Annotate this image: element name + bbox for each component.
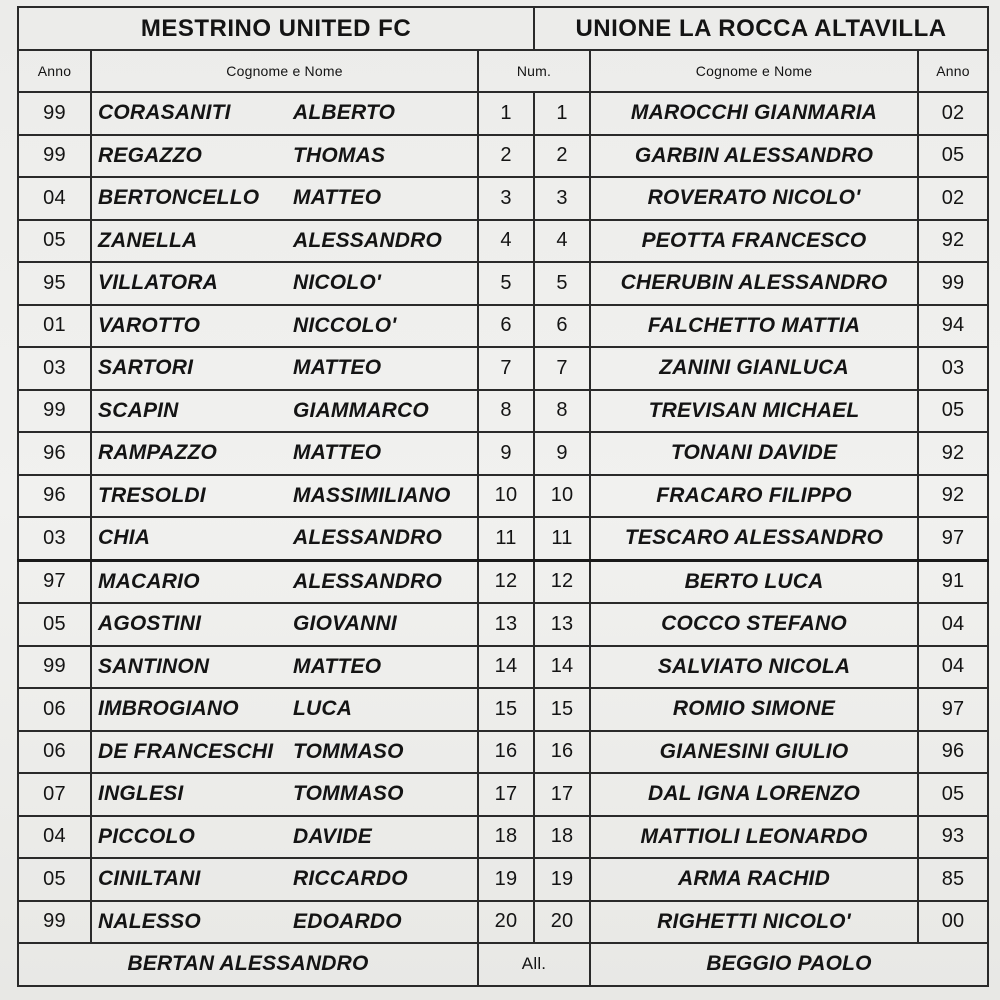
player-row	[18, 773, 988, 816]
home-player-number: 11	[478, 517, 534, 560]
home-player-number: 4	[478, 220, 534, 263]
away-player-year: 02	[918, 92, 988, 135]
home-player-firstname: EDOARDO	[285, 901, 478, 944]
away-player-name: PEOTTA FRANCESCO	[590, 220, 918, 263]
player-row	[18, 220, 988, 263]
home-player-firstname: ALESSANDRO	[285, 220, 478, 263]
home-player-number: 17	[478, 773, 534, 816]
home-player-firstname: ALESSANDRO	[285, 517, 478, 560]
away-year-header: Anno	[918, 50, 988, 92]
home-player-number: 15	[478, 688, 534, 731]
player-row	[18, 646, 988, 689]
home-player-number: 8	[478, 390, 534, 433]
away-player-number: 3	[534, 177, 590, 220]
home-player-firstname: GIOVANNI	[285, 603, 478, 646]
away-player-name: SALVIATO NICOLA	[590, 646, 918, 689]
home-player-surname: AGOSTINI	[91, 603, 285, 646]
away-player-name: FALCHETTO MATTIA	[590, 305, 918, 348]
home-player-number: 9	[478, 432, 534, 475]
away-player-year: 05	[918, 773, 988, 816]
home-player-firstname: NICCOLO'	[285, 305, 478, 348]
away-player-year: 92	[918, 220, 988, 263]
home-player-number: 10	[478, 475, 534, 518]
away-player-name: MAROCCHI GIANMARIA	[590, 92, 918, 135]
home-player-surname: MACARIO	[91, 560, 285, 603]
home-player-year: 03	[18, 517, 91, 560]
away-team-name: UNIONE LA ROCCA ALTAVILLA	[534, 7, 988, 50]
home-player-surname: VILLATORA	[91, 262, 285, 305]
player-row	[18, 92, 988, 135]
away-player-name: FRACARO FILIPPO	[590, 475, 918, 518]
away-player-name: RIGHETTI NICOLO'	[590, 901, 918, 944]
home-player-firstname: LUCA	[285, 688, 478, 731]
player-row	[18, 688, 988, 731]
away-player-number: 4	[534, 220, 590, 263]
away-player-number: 19	[534, 858, 590, 901]
home-player-surname: RAMPAZZO	[91, 432, 285, 475]
home-player-number: 7	[478, 347, 534, 390]
home-player-surname: DE FRANCESCHI	[91, 731, 285, 774]
away-player-number: 16	[534, 731, 590, 774]
home-player-number: 1	[478, 92, 534, 135]
home-player-firstname: MATTEO	[285, 177, 478, 220]
home-player-year: 06	[18, 688, 91, 731]
away-player-year: 04	[918, 603, 988, 646]
home-player-number: 5	[478, 262, 534, 305]
player-row	[18, 475, 988, 518]
home-player-surname: TRESOLDI	[91, 475, 285, 518]
away-player-year: 99	[918, 262, 988, 305]
home-player-firstname: DAVIDE	[285, 816, 478, 859]
away-player-name: CHERUBIN ALESSANDRO	[590, 262, 918, 305]
home-player-firstname: THOMAS	[285, 135, 478, 178]
home-player-year: 05	[18, 858, 91, 901]
home-player-year: 96	[18, 475, 91, 518]
home-player-firstname: TOMMASO	[285, 731, 478, 774]
home-player-firstname: ALESSANDRO	[285, 560, 478, 603]
player-row	[18, 305, 988, 348]
home-player-surname: SARTORI	[91, 347, 285, 390]
home-player-number: 2	[478, 135, 534, 178]
away-player-name: TESCARO ALESSANDRO	[590, 517, 918, 560]
away-player-year: 97	[918, 688, 988, 731]
player-row	[18, 603, 988, 646]
home-player-year: 05	[18, 603, 91, 646]
home-player-surname: REGAZZO	[91, 135, 285, 178]
away-player-year: 03	[918, 347, 988, 390]
home-player-surname: IMBROGIANO	[91, 688, 285, 731]
away-player-year: 92	[918, 432, 988, 475]
home-player-year: 99	[18, 390, 91, 433]
player-row	[18, 816, 988, 859]
home-player-number: 3	[478, 177, 534, 220]
away-player-year: 94	[918, 305, 988, 348]
away-player-name: TREVISAN MICHAEL	[590, 390, 918, 433]
away-player-name: GIANESINI GIULIO	[590, 731, 918, 774]
away-player-number: 2	[534, 135, 590, 178]
home-player-number: 13	[478, 603, 534, 646]
player-row	[18, 347, 988, 390]
coach-row	[18, 943, 988, 986]
home-player-surname: CINILTANI	[91, 858, 285, 901]
away-player-number: 17	[534, 773, 590, 816]
away-player-number: 18	[534, 816, 590, 859]
player-row	[18, 262, 988, 305]
home-player-firstname: MATTEO	[285, 432, 478, 475]
away-player-year: 85	[918, 858, 988, 901]
away-player-number: 15	[534, 688, 590, 731]
home-coach: BERTAN ALESSANDRO	[18, 943, 478, 986]
home-player-year: 07	[18, 773, 91, 816]
home-player-year: 95	[18, 262, 91, 305]
home-player-year: 03	[18, 347, 91, 390]
away-player-name: BERTO LUCA	[590, 560, 918, 603]
home-player-year: 04	[18, 177, 91, 220]
home-player-surname: PICCOLO	[91, 816, 285, 859]
player-row	[18, 135, 988, 178]
home-player-year: 01	[18, 305, 91, 348]
away-coach: BEGGIO PAOLO	[590, 943, 988, 986]
home-player-firstname: GIAMMARCO	[285, 390, 478, 433]
away-player-name: ROMIO SIMONE	[590, 688, 918, 731]
coach-label: All.	[478, 943, 590, 986]
away-player-year: 93	[918, 816, 988, 859]
home-player-surname: VAROTTO	[91, 305, 285, 348]
home-player-year: 99	[18, 901, 91, 944]
away-player-number: 8	[534, 390, 590, 433]
away-player-number: 9	[534, 432, 590, 475]
home-player-year: 05	[18, 220, 91, 263]
home-player-surname: CORASANITI	[91, 92, 285, 135]
home-player-firstname: ALBERTO	[285, 92, 478, 135]
player-row	[18, 901, 988, 944]
home-player-year: 99	[18, 92, 91, 135]
home-player-surname: NALESSO	[91, 901, 285, 944]
player-row	[18, 177, 988, 220]
home-player-surname: SCAPIN	[91, 390, 285, 433]
away-player-number: 5	[534, 262, 590, 305]
away-player-name: GARBIN ALESSANDRO	[590, 135, 918, 178]
away-player-number: 11	[534, 517, 590, 560]
home-player-surname: CHIA	[91, 517, 285, 560]
away-player-number: 1	[534, 92, 590, 135]
number-header: Num.	[478, 50, 590, 92]
player-row	[18, 560, 988, 603]
away-player-number: 13	[534, 603, 590, 646]
home-player-number: 16	[478, 731, 534, 774]
player-row	[18, 390, 988, 433]
away-player-year: 91	[918, 560, 988, 603]
away-player-year: 02	[918, 177, 988, 220]
away-player-number: 20	[534, 901, 590, 944]
home-year-header: Anno	[18, 50, 91, 92]
home-player-surname: INGLESI	[91, 773, 285, 816]
away-player-name: ZANINI GIANLUCA	[590, 347, 918, 390]
away-player-number: 7	[534, 347, 590, 390]
lineup-table	[17, 6, 989, 987]
away-player-name: TONANI DAVIDE	[590, 432, 918, 475]
home-player-year: 06	[18, 731, 91, 774]
away-player-year: 00	[918, 901, 988, 944]
player-row	[18, 432, 988, 475]
away-player-year: 92	[918, 475, 988, 518]
away-player-name: ARMA RACHID	[590, 858, 918, 901]
player-row	[18, 731, 988, 774]
away-player-name: MATTIOLI LEONARDO	[590, 816, 918, 859]
home-player-firstname: NICOLO'	[285, 262, 478, 305]
away-player-number: 10	[534, 475, 590, 518]
home-player-number: 19	[478, 858, 534, 901]
away-player-name: ROVERATO NICOLO'	[590, 177, 918, 220]
team-header-row	[18, 7, 988, 50]
home-player-surname: SANTINON	[91, 646, 285, 689]
player-row	[18, 858, 988, 901]
away-player-year: 05	[918, 390, 988, 433]
home-player-firstname: RICCARDO	[285, 858, 478, 901]
away-player-name: DAL IGNA LORENZO	[590, 773, 918, 816]
home-name-header: Cognome e Nome	[91, 50, 478, 92]
home-player-number: 18	[478, 816, 534, 859]
player-row	[18, 517, 988, 560]
home-player-firstname: MATTEO	[285, 347, 478, 390]
away-player-year: 05	[918, 135, 988, 178]
home-player-year: 96	[18, 432, 91, 475]
home-player-number: 12	[478, 560, 534, 603]
home-player-firstname: TOMMASO	[285, 773, 478, 816]
away-player-year: 96	[918, 731, 988, 774]
home-player-surname: ZANELLA	[91, 220, 285, 263]
column-header-row	[18, 50, 988, 92]
away-player-number: 12	[534, 560, 590, 603]
away-player-number: 14	[534, 646, 590, 689]
home-team-name: MESTRINO UNITED FC	[18, 7, 534, 50]
home-player-surname: BERTONCELLO	[91, 177, 285, 220]
home-player-year: 97	[18, 560, 91, 603]
home-player-firstname: MASSIMILIANO	[285, 475, 478, 518]
home-player-year: 99	[18, 646, 91, 689]
home-player-firstname: MATTEO	[285, 646, 478, 689]
home-player-number: 20	[478, 901, 534, 944]
home-player-year: 04	[18, 816, 91, 859]
away-player-name: COCCO STEFANO	[590, 603, 918, 646]
away-player-year: 04	[918, 646, 988, 689]
home-player-number: 6	[478, 305, 534, 348]
home-player-number: 14	[478, 646, 534, 689]
away-player-number: 6	[534, 305, 590, 348]
away-name-header: Cognome e Nome	[590, 50, 918, 92]
away-player-year: 97	[918, 517, 988, 560]
home-player-year: 99	[18, 135, 91, 178]
